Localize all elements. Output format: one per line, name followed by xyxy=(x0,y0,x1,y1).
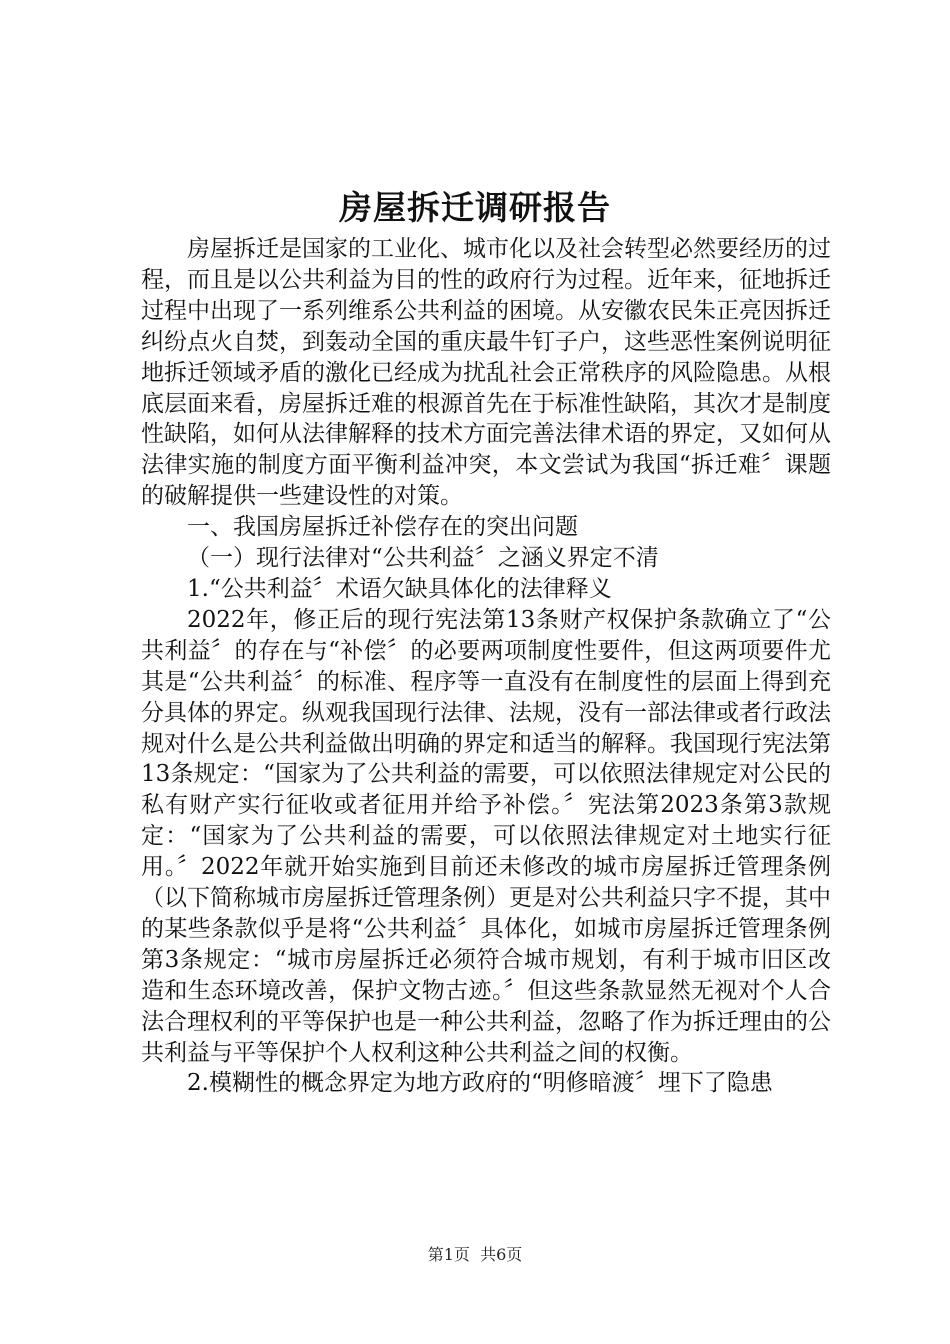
page-number: 第1页 xyxy=(427,1245,470,1264)
body-paragraph: 2022年，修正后的现行宪法第13条财产权保护条款确立了“公共利益〞的存在与“补偿〞的必要两项制度性要件，但这两项要件尤其是“公共利益〞的标准、程序等一直没有在制度性的层面上得到充分具体的界定。纵观我国现行法律、法规，没有一部法律或者行政法规对什么是公共利益做出明确的界定和适当的解释。我国现行宪法第13条规定：“国家为了公共利益的需要，可以依照法律规定对公民的私有财产实行征收或者征用并给予补偿。〞宪法第2023条第3款规定：“国家为了公共利益的需要，可以依照法律规定对土地实行征用。〞2022年就开始实施到目前还未修改的城市房屋拆迁管理条例（以下简称城市房屋拆迁管理条例）更是对公共利益只字不提，其中的某些条款似乎是将“公共利益〞具体化，如城市房屋拆迁管理条例第3条规定：“城市房屋拆迁必须符合城市规划，有利于城市旧区改造和生态环境改善，保护文物古迹。〞但这些条款显然无视对个人合法合理权利的平等保护也是一种公共利益，忽略了作为拆迁理由的公共利益与平等保护个人权利这种公共利益之间的权衡。 xyxy=(141,606,831,1066)
point-heading-2: 2.模糊性的概念界定为地方政府的“明修暗渡〞埋下了隐患 xyxy=(187,1070,773,1097)
page-footer xyxy=(0,1245,950,1265)
subsection-heading: （一）现行法律对“公共利益〞之涵义界定不清 xyxy=(187,545,659,572)
document-body xyxy=(141,234,831,1099)
page-total: 共6页 xyxy=(480,1245,523,1264)
point-heading-1: 1.“公共利益〞术语欠缺具体化的法律释义 xyxy=(187,575,612,602)
intro-paragraph: 房屋拆迁是国家的工业化、城市化以及社会转型必然要经历的过程，而且是以公共利益为目的性的政府行为过程。近年来，征地拆迁过程中出现了一系列维系公共利益的困境。从安徽农民朱正亮因拆迁纠纷点火自焚，到轰动全国的重庆最牛钉子户，这些恶性案例说明征地拆迁领域矛盾的激化已经成为扰乱社会正常秩序的风险隐患。从根底层面来看，房屋拆迁难的根源首先在于标准性缺陷，其次才是制度性缺陷，如何从法律解释的技术方面完善法律术语的界定，又如何从法律实施的制度方面平衡利益冲突，本文尝试为我国“拆迁难〞课题的破解提供一些建设性的对策。 xyxy=(141,236,831,510)
document-title: 房屋拆迁调研报告 xyxy=(339,188,611,227)
section-heading: 一、我国房屋拆迁补偿存在的突出问题 xyxy=(187,514,578,541)
